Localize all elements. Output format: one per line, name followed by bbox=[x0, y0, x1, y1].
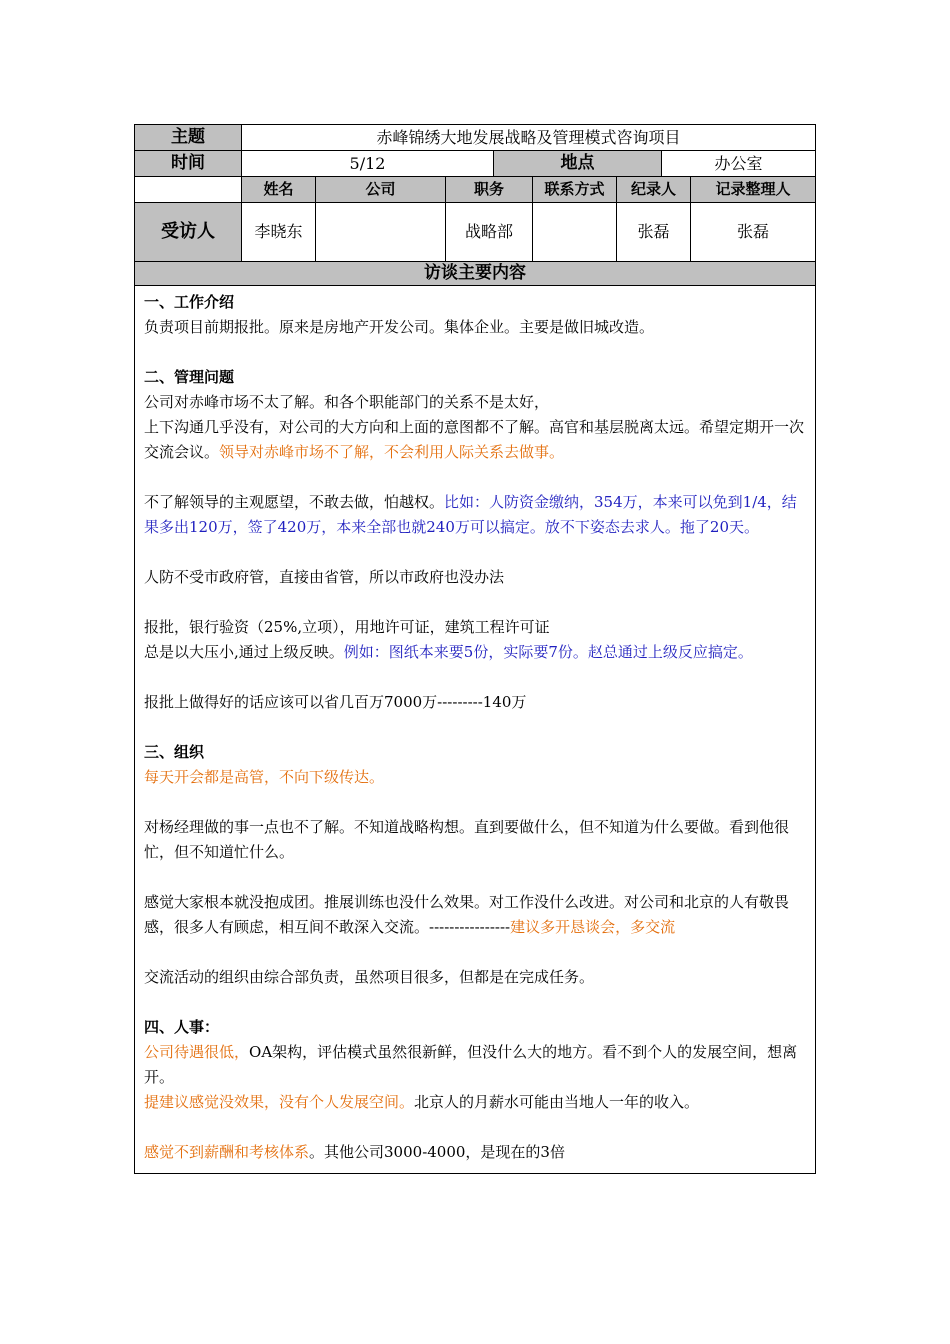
col-recorder: 纪录人 bbox=[617, 177, 691, 202]
paragraph: 报批，银行验资（25%,立项），用地许可证，建筑工程许可证 bbox=[144, 618, 550, 636]
highlight-blue: 例如：图纸本来要5份，实际要7份。赵总通过上级反应搞定。 bbox=[343, 643, 753, 661]
paragraph: 上下沟通几乎没有，对公司的大方向和上面的意图都不了解。高官和基层脱离太远。希望定期开一次交流会议。领导对赤峰市场不了解，不会利用人际关系去做事。 bbox=[144, 418, 805, 461]
paragraph: 报批上做得好的话应该可以省几百万7000万---------140万 bbox=[144, 693, 527, 711]
paragraph: 人防不受市政府管，直接由省管，所以市政府也没办法 bbox=[144, 568, 505, 586]
paragraph: 不了解领导的主观愿望，不敢去做，怕越权。比如：人防资金缴纳，354万，本来可以免到1/4，结果多出120万，签了420万，本来全部也就240万可以搞定。放不下姿态去求人。拖了20天。 bbox=[144, 493, 797, 536]
section-title-management: 二、管理问题 bbox=[144, 368, 235, 386]
interview-record-table bbox=[134, 124, 816, 1174]
paragraph: 感觉大家根本就没抱成团。推展训练也没什么效果。对工作没什么改进。对公司和北京的人有敬畏感，很多人有顾虑，相互间不敢深入交流。----------------建议多开恳谈会，多交流 bbox=[144, 893, 790, 936]
paragraph: 公司对赤峰市场不太了解。和各个职能部门的关系不是太好， bbox=[144, 393, 550, 411]
interviewee-position: 战略部 bbox=[446, 203, 533, 261]
column-header-row bbox=[135, 177, 815, 203]
time-value: 5/12 bbox=[242, 151, 494, 176]
subject-value: 赤峰锦绣大地发展战略及管理模式咨询项目 bbox=[376, 127, 681, 147]
interviewee-company bbox=[316, 203, 446, 261]
interviewee-name: 李晓东 bbox=[242, 203, 316, 261]
content-title-row bbox=[135, 262, 815, 286]
highlight-blue: 比如：人防资金缴纳，354万，本来可以免到1/4，结果多出120万，签了420万，本来全部也就240万可以搞定。放不下姿态去求人。拖了20天。 bbox=[144, 493, 797, 536]
col-name: 姓名 bbox=[242, 177, 316, 202]
col-position: 职务 bbox=[446, 177, 533, 202]
subject-label: 主题 bbox=[135, 125, 242, 150]
col-company: 公司 bbox=[316, 177, 446, 202]
interviewee-label: 受访人 bbox=[135, 203, 242, 261]
interviewee-contact bbox=[533, 203, 617, 261]
paragraph: 提建议感觉没效果，没有个人发展空间。北京人的月薪水可能由当地人一年的收入。 bbox=[144, 1093, 700, 1111]
highlight-orange: 提建议感觉没效果，没有个人发展空间。 bbox=[144, 1093, 415, 1111]
section-title-work-intro: 一、工作介绍 bbox=[144, 293, 235, 311]
paragraph: 交流活动的组织由综合部负责，虽然项目很多，但都是在完成任务。 bbox=[144, 968, 595, 986]
section-title-hr: 四、人事： bbox=[144, 1018, 220, 1036]
content-title: 访谈主要内容 bbox=[135, 262, 815, 285]
paragraph: 对杨经理做的事一点也不了解。不知道战略构想。直到要做什么，但不知道为什么要做。看到他很忙，但不知道忙什么。 bbox=[144, 818, 790, 861]
time-row bbox=[135, 151, 815, 177]
paragraph: 感觉不到薪酬和考核体系。其他公司3000-4000，是现在的3倍 bbox=[144, 1143, 565, 1161]
highlight-orange: 领导对赤峰市场不了解，不会利用人际关系去做事。 bbox=[219, 443, 565, 461]
col-organizer: 记录整理人 bbox=[691, 177, 815, 202]
subject-row bbox=[135, 125, 815, 151]
highlight-orange: 感觉不到薪酬和考核体系 bbox=[144, 1143, 310, 1161]
paragraph: 公司待遇很低，OA架构，评估模式虽然很新鲜，但没什么大的地方。看不到个人的发展空间，想离开。 bbox=[144, 1043, 798, 1086]
highlight-orange: 建议多开恳谈会，多交流 bbox=[510, 918, 676, 936]
section-title-organization: 三、组织 bbox=[144, 743, 205, 761]
col-contact: 联系方式 bbox=[533, 177, 617, 202]
place-value: 办公室 bbox=[714, 153, 763, 173]
paragraph: 负责项目前期报批。原来是房地产开发公司。集体企业。主要是做旧城改造。 bbox=[144, 318, 655, 336]
interview-content bbox=[135, 286, 815, 1173]
paragraph-orange: 每天开会都是高管，不向下级传达。 bbox=[144, 768, 385, 786]
time-label: 时间 bbox=[135, 151, 242, 176]
interviewee-recorder: 张磊 bbox=[617, 203, 691, 261]
paragraph: 总是以大压小,通过上级反映。例如：图纸本来要5份，实际要7份。赵总通过上级反应搞定。 bbox=[144, 643, 753, 661]
highlight-orange: 公司待遇很低， bbox=[144, 1043, 250, 1061]
blank-cell bbox=[135, 177, 242, 202]
place-label: 地点 bbox=[494, 151, 662, 176]
interviewee-row bbox=[135, 203, 815, 262]
interviewee-organizer: 张磊 bbox=[736, 222, 769, 241]
